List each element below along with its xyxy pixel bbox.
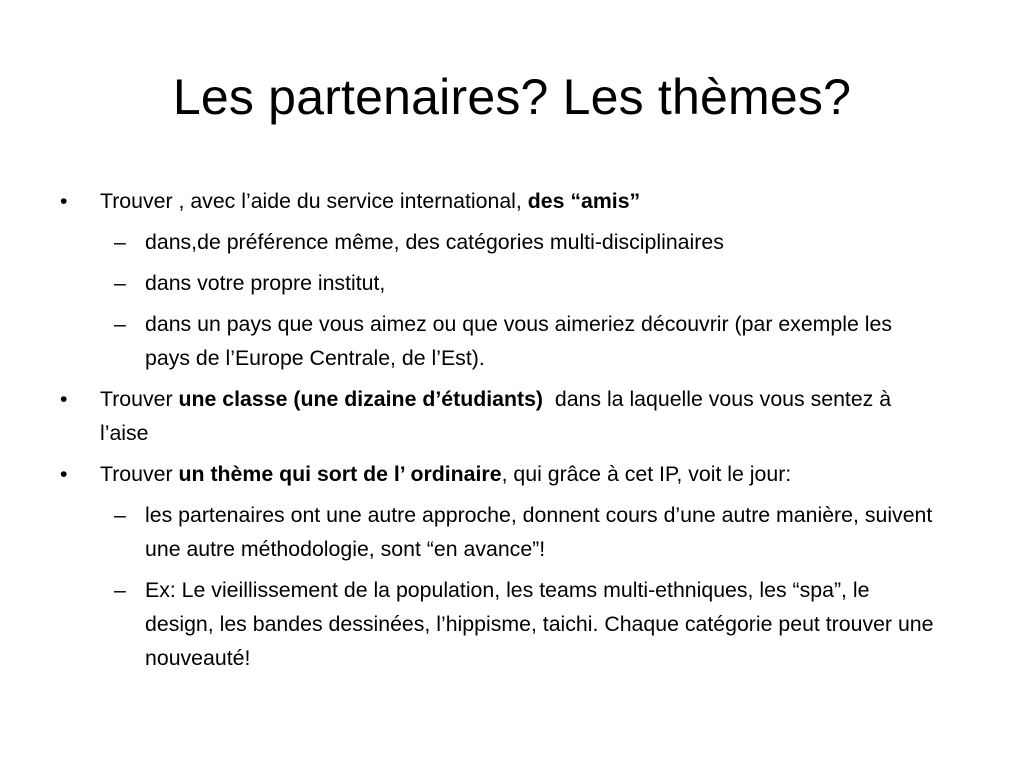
text-run: dans un pays que vous aimez ou que vous aimeriez découvrir (par exemple les pays de l’Europe Centrale, de l’Est). (145, 312, 898, 370)
text-run: dans,de préférence même, des catégories multi-disciplinaires (145, 230, 724, 254)
slide-title: Les partenaires? Les thèmes? (172, 69, 852, 125)
bullet-text (100, 387, 897, 445)
text-run: Ex: Le vieillissement de la population, les teams multi-ethniques, les “spa”, le design, les bandes dessinées, l’hippisme, taichi. Chaque catégorie peut trouver une nouveauté! (145, 578, 940, 670)
text-run: Trouver (100, 462, 179, 486)
bullet-marker: • (60, 462, 68, 486)
text-run: dans la laquelle vous vous sentez à l’aise (100, 387, 898, 445)
bullet-text (145, 312, 898, 370)
bullet-text (145, 503, 938, 561)
bullet-item (58, 457, 938, 491)
bullet-item (58, 184, 938, 218)
text-run: Trouver (100, 387, 179, 411)
bold-text-run: une classe (une dizaine d’étudiants) (178, 387, 544, 411)
sub-bullet-item (58, 266, 938, 300)
bullet-text (145, 578, 939, 670)
dash-marker: – (114, 271, 126, 295)
dash-marker: – (114, 578, 126, 602)
text-run: les partenaires ont une autre approche, donnent cours d’une autre manière, suivent une autre méthodologie, sont “en avance”! (145, 503, 939, 561)
sub-bullet-item (58, 307, 938, 375)
bullet-marker: • (60, 387, 68, 411)
sub-bullet-item (58, 573, 938, 675)
text-run: , qui grâce à cet IP, voit le jour: (501, 462, 792, 486)
dash-marker: – (114, 503, 126, 527)
bullet-text (145, 271, 385, 295)
bullet-text (100, 462, 791, 486)
bullet-text (145, 230, 724, 254)
slide-content (58, 184, 938, 682)
bullet-marker: • (60, 189, 68, 213)
sub-bullet-item (58, 225, 938, 259)
dash-marker: – (114, 230, 126, 254)
bullet-text (100, 189, 640, 213)
bold-text-run: un thème qui sort de l’ ordinaire (178, 462, 502, 486)
sub-bullet-item (58, 498, 938, 566)
bullet-item (58, 382, 938, 450)
text-run: Trouver , avec l’aide du service international, (100, 189, 528, 213)
text-run: dans votre propre institut, (145, 271, 386, 295)
dash-marker: – (114, 312, 126, 336)
bold-text-run: des “amis” (527, 189, 641, 213)
